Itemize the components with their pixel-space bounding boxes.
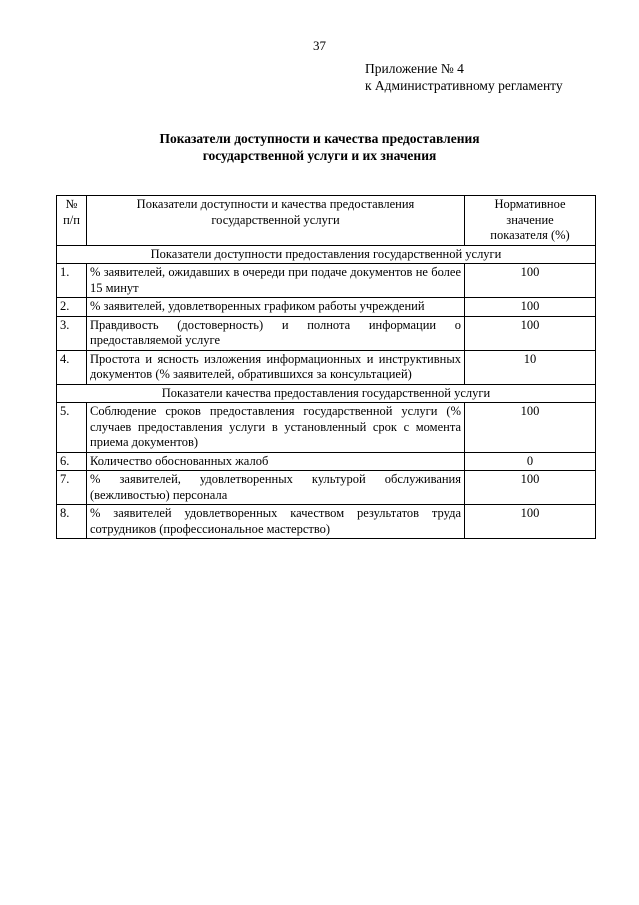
row-value: 100 (465, 316, 596, 350)
header-number-line-2: п/п (63, 212, 80, 227)
table-row (57, 298, 596, 317)
row-indicator: Количество обоснованных жалоб (87, 452, 465, 471)
row-number: 7. (57, 471, 87, 505)
row-value: 100 (465, 471, 596, 505)
header-number (57, 196, 87, 246)
row-number: 5. (57, 403, 87, 453)
row-number: 8. (57, 505, 87, 539)
row-indicator: % заявителей, удовлетворенных графиком работы учреждений (87, 298, 465, 317)
document-title (0, 130, 639, 164)
header-indicator-line-2: государственной услуги (211, 212, 340, 227)
section-title-quality: Показатели качества предоставления государственной услуги (57, 384, 596, 403)
row-value: 100 (465, 264, 596, 298)
table-row (57, 452, 596, 471)
row-indicator: Соблюдение сроков предоставления государственной услуги (% случаев предоставления услуги в установленный срок с момента приема документов) (87, 403, 465, 453)
table-row (57, 350, 596, 384)
table-row (57, 505, 596, 539)
header-value-line-3: показателя (%) (490, 228, 570, 242)
table-row (57, 403, 596, 453)
table-header-row (57, 196, 596, 246)
section-row-quality (57, 384, 596, 403)
document-title-line-2: государственной услуги и их значения (202, 148, 437, 163)
appendix-line-2: к Административному регламенту (365, 78, 563, 93)
appendix-line-1: Приложение № 4 (365, 61, 464, 76)
row-indicator: Правдивость (достоверность) и полнота информации о предоставляемой услуге (87, 316, 465, 350)
header-indicator-line-1: Показатели доступности и качества предоставления (136, 197, 415, 211)
row-indicator: % заявителей, удовлетворенных культурой обслуживания (вежливостью) персонала (87, 471, 465, 505)
table-row (57, 316, 596, 350)
header-value (465, 196, 596, 246)
table-row (57, 264, 596, 298)
row-value: 100 (465, 403, 596, 453)
row-value: 10 (465, 350, 596, 384)
document-title-line-1: Показатели доступности и качества предоставления (159, 131, 480, 146)
row-value: 100 (465, 298, 596, 317)
page-number: 37 (313, 38, 326, 53)
header-number-line-1: № (65, 197, 78, 211)
table-row (57, 471, 596, 505)
indicators-table (56, 195, 596, 539)
row-value: 0 (465, 452, 596, 471)
row-number: 2. (57, 298, 87, 317)
row-number: 6. (57, 452, 87, 471)
section-row-accessibility (57, 245, 596, 264)
header-indicator (87, 196, 465, 246)
row-value: 100 (465, 505, 596, 539)
appendix-reference (365, 60, 563, 94)
row-indicator: % заявителей удовлетворенных качеством результатов труда сотрудников (профессиональное мастерство) (87, 505, 465, 539)
header-value-line-2: значение (506, 212, 554, 227)
row-indicator: % заявителей, ожидавших в очереди при подаче документов не более 15 минут (87, 264, 465, 298)
row-number: 1. (57, 264, 87, 298)
row-number: 4. (57, 350, 87, 384)
row-indicator: Простота и ясность изложения информационных и инструктивных документов (% заявителей, обратившихся за консультацией) (87, 350, 465, 384)
section-title-accessibility: Показатели доступности предоставления государственной услуги (57, 245, 596, 264)
row-number: 3. (57, 316, 87, 350)
header-value-line-1: Нормативное (494, 197, 566, 211)
